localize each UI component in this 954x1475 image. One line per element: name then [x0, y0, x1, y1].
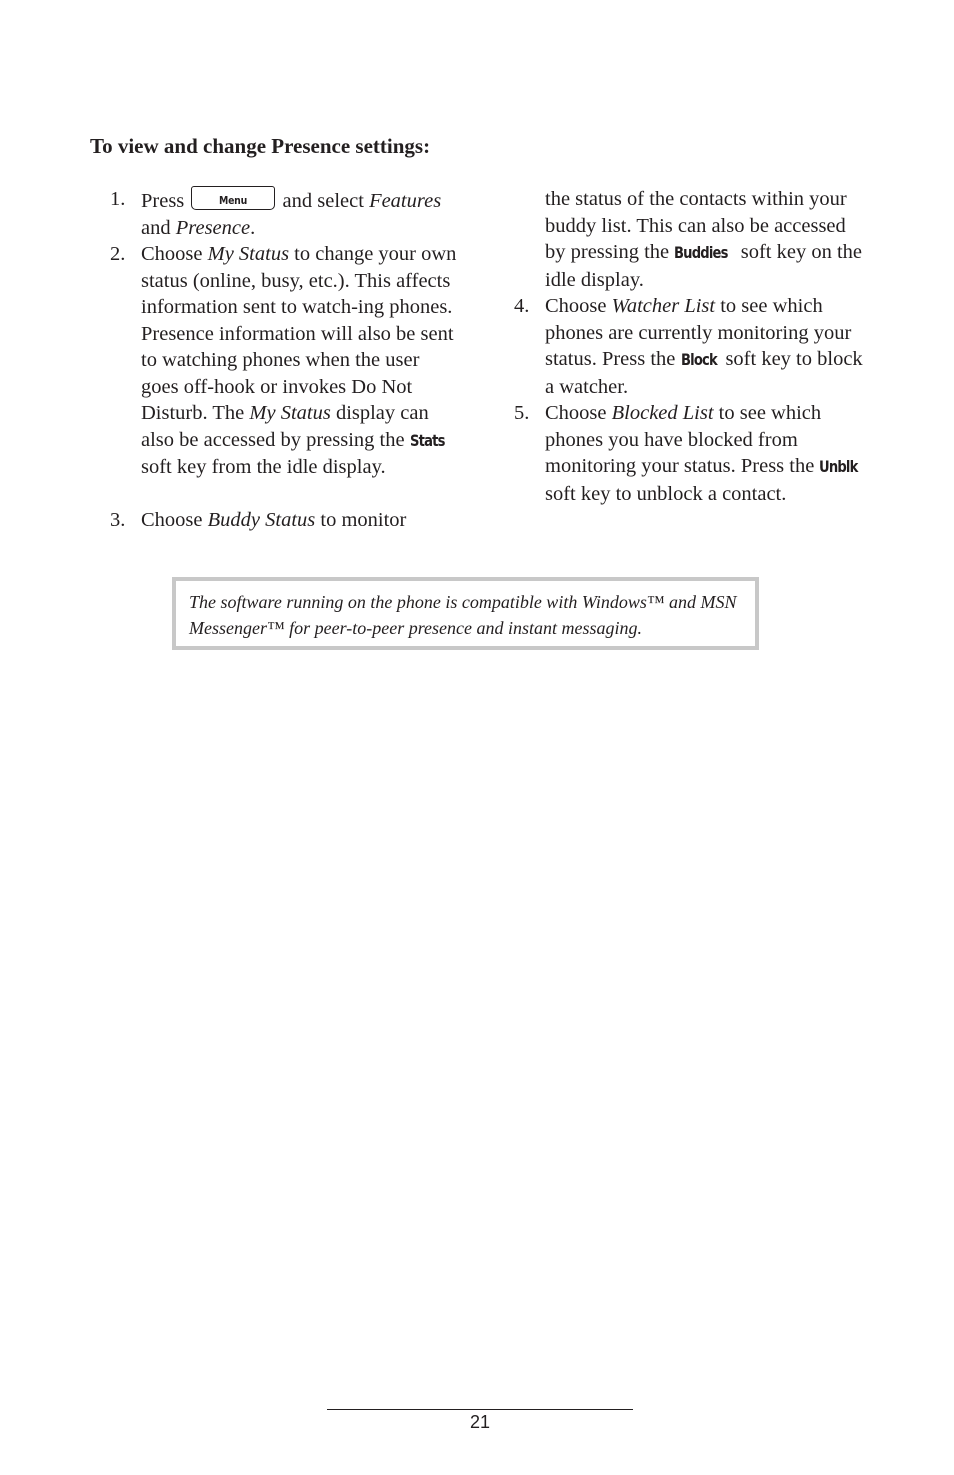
- note-box: [172, 577, 759, 650]
- block-softkey-label: Block: [680, 350, 717, 369]
- footer-divider: [327, 1409, 633, 1410]
- list-item-5: 5. Choose Blocked List to see which phones you have blocked from monitoring your status. Press the Unblk soft key to unblock a contact.: [514, 402, 858, 505]
- menu-key-label: Menu: [219, 194, 248, 207]
- list-item-3-continued: the status of the contacts within your buddy list. This can also be accessed by pressing the Buddies soft key on the idle display.: [545, 188, 863, 291]
- page-number: 21: [469, 1412, 491, 1432]
- stats-softkey-label: Stats: [409, 430, 445, 450]
- list-item-2: 2. Choose My Status to change your own status (online, busy, etc.). This affects information sent to watch-ing phones. Presence information will also be sent to watching phones when the user goes off-hook or invokes Do Not Disturb. The My Status display can also be accessed by pressing the Stats soft key from the idle display.: [110, 243, 457, 478]
- note-text: The software running on the phone is compatible with Windows™ and MSN Messenger™ for peer-to-peer presence and instant messaging.: [189, 592, 737, 638]
- list-item-1: 1. Press Menu and select Features and Presence.: [110, 188, 442, 239]
- list-number: 4.: [514, 295, 530, 317]
- list-number: 2.: [110, 243, 126, 265]
- left-column: [110, 186, 460, 534]
- list-item-4: 4. Choose Watcher List to see which phones are currently monitoring your status. Press the Block soft key to block a watcher.: [514, 295, 863, 398]
- list-number: 1.: [110, 188, 126, 210]
- menu-key-icon: [191, 186, 275, 210]
- buddies-softkey-label: Buddies: [674, 243, 728, 262]
- list-number: 5.: [514, 402, 530, 424]
- right-column: [514, 186, 870, 507]
- list-item-3: 3. Choose Buddy Status to monitor: [110, 507, 460, 534]
- section-heading: To view and change Presence settings:: [90, 134, 431, 158]
- unblk-softkey-label: Unblk: [819, 457, 858, 476]
- list-number: 3.: [110, 509, 126, 531]
